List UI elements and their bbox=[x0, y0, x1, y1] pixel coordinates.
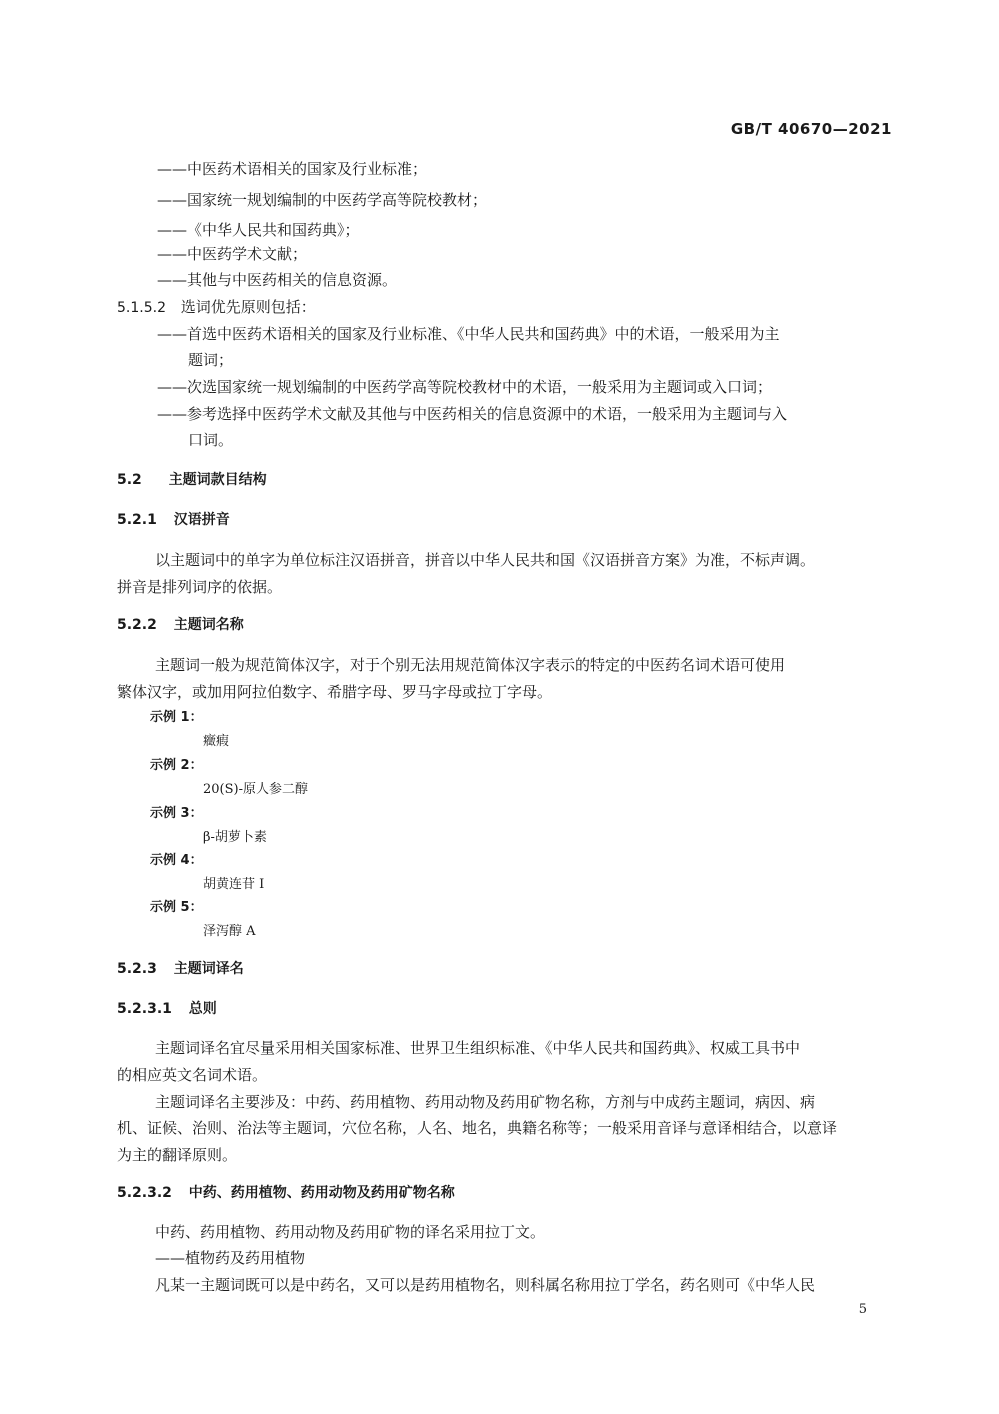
list-item: ——《中华人民共和国药典》； bbox=[157, 221, 360, 239]
section-number: 5.2.1 bbox=[117, 512, 157, 528]
paragraph-line: 凡某一主题词既可以是中药名，又可以是药用植物名，则科属名称用拉丁学名，药名则可《中华人民 bbox=[155, 1276, 816, 1294]
list-item: ——植物药及药用植物 bbox=[155, 1249, 306, 1267]
section-number: 5.2 bbox=[117, 472, 142, 488]
list-item: ——国家统一规划编制的中医药学高等院校教材； bbox=[157, 191, 488, 209]
clause-number: 5.1.5.2 bbox=[117, 300, 166, 316]
example-text: 20(S)-原人参二醇 bbox=[203, 782, 308, 797]
example-label: 示例 1： bbox=[150, 710, 203, 725]
example-text: 胡黄连苷 I bbox=[203, 877, 265, 892]
section-title: 主题词款目结构 bbox=[168, 472, 267, 488]
page-number: 5 bbox=[858, 1302, 867, 1317]
paragraph-line: 拼音是排列词序的依据。 bbox=[117, 578, 283, 596]
paragraph-line: 主题词译名宜尽量采用相关国家标准、世界卫生组织标准、《中华人民共和国药典》、权威工具书中 bbox=[155, 1039, 801, 1057]
section-heading bbox=[117, 470, 267, 490]
paragraph-line: 以主题词中的单字为单位标注汉语拼音，拼音以中华人民共和国《汉语拼音方案》为准，不标声调。 bbox=[155, 551, 816, 569]
clause-heading bbox=[117, 297, 316, 318]
list-item: ——次选国家统一规划编制的中医药学高等院校教材中的术语，一般采用为主题词或入口词； bbox=[157, 378, 773, 396]
paragraph-line: 为主的翻译原则。 bbox=[117, 1146, 238, 1164]
example-text: 癥瘕 bbox=[203, 734, 230, 749]
example-text: β-胡萝卜素 bbox=[203, 830, 267, 845]
section-title: 主题词译名 bbox=[173, 961, 244, 977]
paragraph-line: 的相应英文名词术语。 bbox=[117, 1066, 268, 1084]
list-item: ——首选中医药术语相关的国家及行业标准、《中华人民共和国药典》中的术语，一般采用为主 bbox=[157, 325, 780, 343]
paragraph-line: 主题词译名主要涉及：中药、药用植物、药用动物及药用矿物名称，方剂与中成药主题词，病因、病 bbox=[155, 1093, 816, 1111]
list-item-continuation: 题词； bbox=[188, 351, 234, 369]
section-number: 5.2.3 bbox=[117, 961, 157, 977]
section-title: 汉语拼音 bbox=[173, 512, 230, 528]
example-label: 示例 4： bbox=[150, 853, 203, 868]
section-title: 主题词名称 bbox=[173, 617, 244, 633]
section-title: 中药、药用植物、药用动物及药用矿物名称 bbox=[188, 1185, 455, 1201]
list-item: ——其他与中医药相关的信息资源。 bbox=[157, 271, 398, 289]
paragraph-line: 繁体汉字，或加用阿拉伯数字、希腊字母、罗马字母或拉丁字母。 bbox=[117, 683, 553, 701]
list-item-continuation: 口词。 bbox=[188, 431, 234, 449]
list-item: ——参考选择中医药学术文献及其他与中医药相关的信息资源中的术语，一般采用为主题词与入 bbox=[157, 405, 788, 423]
section-number: 5.2.3.2 bbox=[117, 1185, 172, 1201]
paragraph-line: 主题词一般为规范简体汉字，对于个别无法用规范简体汉字表示的特定的中医药名词术语可使用 bbox=[155, 656, 786, 674]
section-heading bbox=[117, 959, 244, 979]
section-heading bbox=[117, 615, 244, 635]
standard-code: GB/T 40670—2021 bbox=[730, 120, 892, 138]
section-number: 5.2.3.1 bbox=[117, 1001, 172, 1017]
example-text: 泽泻醇 A bbox=[203, 924, 256, 939]
section-title: 总则 bbox=[188, 1001, 217, 1017]
example-label: 示例 5： bbox=[150, 900, 203, 915]
list-item: ——中医药术语相关的国家及行业标准； bbox=[157, 160, 428, 178]
section-number: 5.2.2 bbox=[117, 617, 157, 633]
section-heading bbox=[117, 1183, 455, 1203]
list-item: ——中医药学术文献； bbox=[157, 245, 308, 263]
paragraph-line: 中药、药用植物、药用动物及药用矿物的译名采用拉丁文。 bbox=[155, 1223, 546, 1241]
clause-title: 选词优先原则包括： bbox=[180, 298, 316, 316]
example-label: 示例 2： bbox=[150, 758, 203, 773]
section-heading bbox=[117, 999, 217, 1019]
section-heading bbox=[117, 510, 230, 530]
paragraph-line: 机、证候、治则、治法等主题词，穴位名称，人名、地名，典籍名称等；一般采用音译与意译相结合，以意译 bbox=[117, 1119, 838, 1137]
example-label: 示例 3： bbox=[150, 806, 203, 821]
